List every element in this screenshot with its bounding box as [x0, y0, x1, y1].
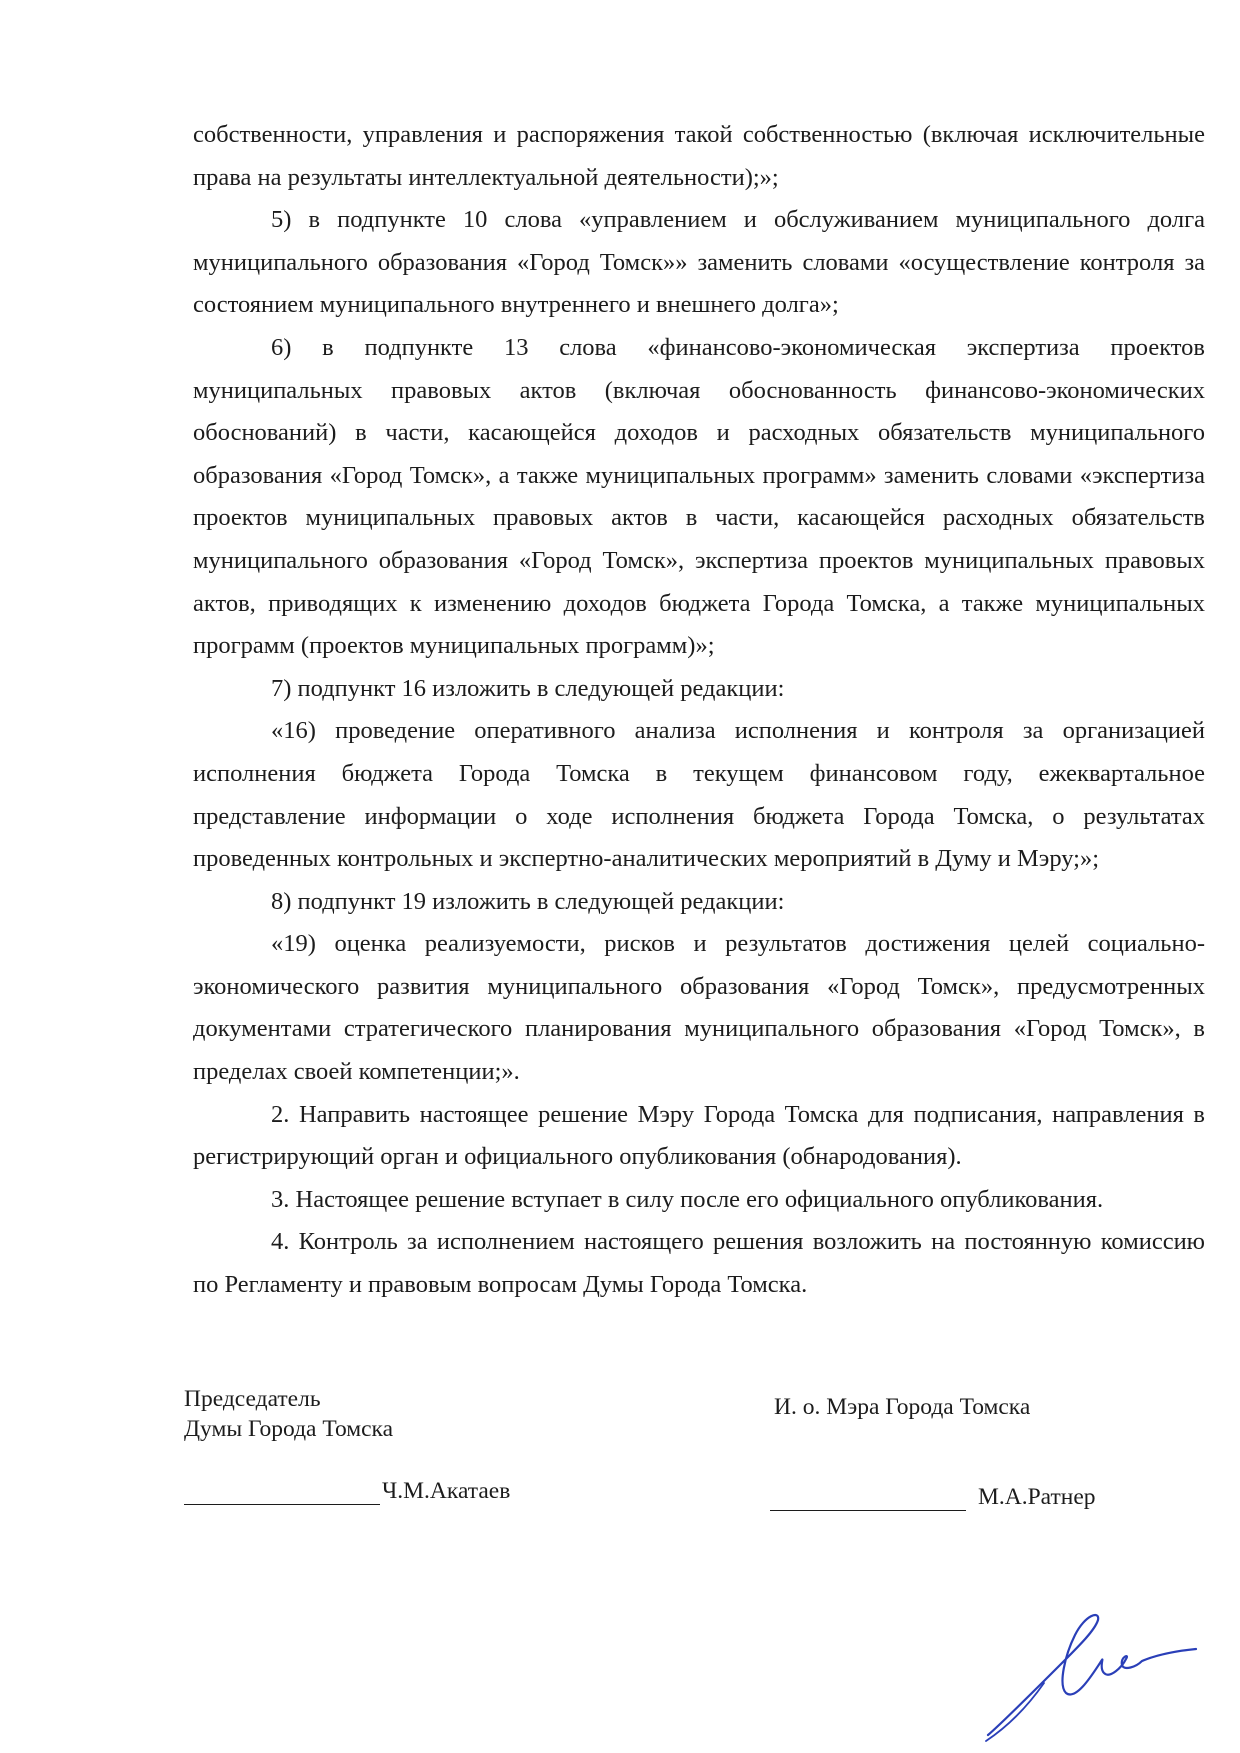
mayor-name: М.А.Ратнер	[978, 1484, 1096, 1510]
paragraph-clause-3: 3. Настоящее решение вступает в силу после его официального опубликования.	[271, 1185, 1104, 1213]
chairman-title-line1: Председатель	[184, 1386, 321, 1412]
mayor-title-text: И. о. Мэра Города Томска	[774, 1394, 1031, 1420]
paragraph-continuation: собственности, управления и распоряжения такой собственностью (включая исключительные права на результаты интеллектуальной деятельности);»;	[193, 121, 1205, 191]
signature-blank-left	[184, 1478, 380, 1505]
signature-stroke	[988, 1615, 1196, 1735]
document-body	[193, 114, 1205, 1307]
paragraph-subitem-19: «19) оценка реализуемости, рисков и результатов достижения целей социально-экономического развития муниципального образования «Город Томск», предусмотренных документами стратегического планирования муниципального образования «Город Томск», в пределах своей компетенции;».	[193, 930, 1205, 1086]
paragraph-subitem-16: «16) проведение оперативного анализа исполнения и контроля за организацией исполнения бюджета Города Томска в текущем финансовом году, ежеквартальное представление информации о ходе исполнения бюджета Города Томска, о результатах проведенных контрольных и экспертно-аналитических мероприятий в Думу и Мэру;»;	[193, 717, 1205, 873]
mayor-signature-line	[770, 1484, 1096, 1511]
paragraph-clause-4: 4. Контроль за исполнением настоящего решения возложить на постоянную комиссию по Регламенту и правовым вопросам Думы Города Томска.	[193, 1228, 1205, 1299]
chairman-name: Ч.М.Акатаев	[382, 1478, 511, 1504]
paragraph-clause-2: 2. Направить настоящее решение Мэру Города Томска для подписания, направления в регистрирующий орган и официального опубликования (обнародования).	[193, 1100, 1205, 1171]
paragraph-item-5: 5) в подпункте 10 слова «управлением и обслуживанием муниципального долга муниципального образования «Город Томск»» заменить словами «осуществление контроля за состоянием муниципального внутреннего и внешнего долга»;	[193, 206, 1205, 319]
mayor-title	[774, 1392, 1030, 1422]
paragraph-item-7: 7) подпункт 16 изложить в следующей редакции:	[271, 674, 785, 702]
signature-blank-right	[770, 1484, 966, 1511]
chairman-signature-line	[184, 1478, 510, 1505]
paragraph-item-8: 8) подпункт 19 изложить в следующей редакции:	[271, 887, 785, 915]
handwritten-signature	[980, 1575, 1200, 1745]
signature-underline	[986, 1683, 1044, 1741]
chairman-title	[184, 1384, 393, 1444]
chairman-title-line2: Думы Города Томска	[184, 1416, 394, 1442]
paragraph-item-6: 6) в подпункте 13 слова «финансово-экономическая экспертиза проектов муниципальных правовых актов (включая обоснованность финансово-экономических обоснований) в части, касающейся доходов и расходных обязательств муниципального образования «Город Томск», а также муниципальных программ» заменить словами «экспертиза проектов муниципальных правовых актов в части, касающейся расходных обязательств муниципального образования «Город Томск», экспертиза проектов муниципальных правовых актов, приводящих к изменению доходов бюджета Города Томска, а также муниципальных программ (проектов муниципальных программ)»;	[193, 333, 1205, 660]
